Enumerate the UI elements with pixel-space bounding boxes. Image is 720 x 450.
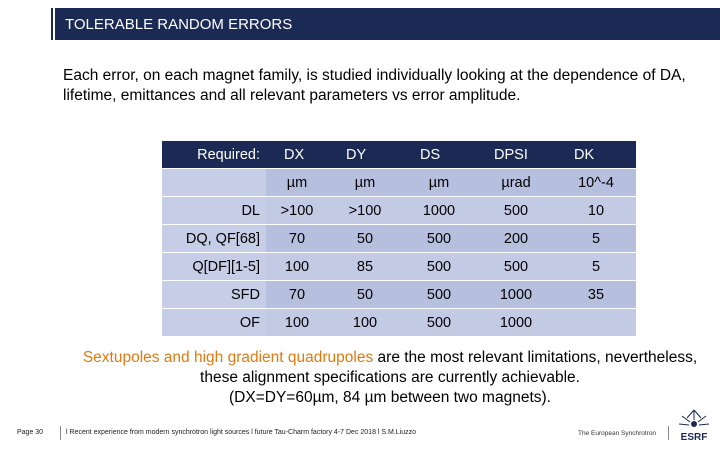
value-cell: 500	[476, 253, 556, 281]
column-header: DS	[402, 141, 476, 169]
slide-title	[55, 8, 720, 40]
value-cell: 500	[402, 309, 476, 337]
value-cell: 35	[556, 281, 636, 309]
column-header: DPSI	[476, 141, 556, 169]
table-row	[162, 309, 636, 337]
column-header: DK	[556, 141, 636, 169]
table-row	[162, 225, 636, 253]
unit-cell: µm	[328, 169, 402, 197]
row-label: SFD	[162, 281, 266, 309]
value-cell: 100	[266, 253, 328, 281]
row-label: DL	[162, 197, 266, 225]
value-cell: 1000	[402, 197, 476, 225]
row-label: DQ, QF[68]	[162, 225, 266, 253]
value-cell: 500	[402, 253, 476, 281]
value-cell: 50	[328, 281, 402, 309]
requirements-table	[162, 141, 636, 337]
value-cell: 100	[266, 309, 328, 337]
footer-divider	[668, 426, 669, 440]
table-row	[162, 197, 636, 225]
unit-cell: 10^-4	[556, 169, 636, 197]
row-label: OF	[162, 309, 266, 337]
table-header-row	[162, 141, 636, 169]
esrf-logo-icon	[674, 406, 714, 446]
value-cell: 70	[266, 225, 328, 253]
conclusion-highlight: Sextupoles and high gradient quadrupoles	[82, 349, 374, 366]
value-cell: 70	[266, 281, 328, 309]
intro-paragraph: Each error, on each magnet family, is studied individually looking at the dependence of DA, lifetime, emittances and all relevant parameters vs error amplitude.	[63, 67, 686, 104]
unit-cell: µrad	[476, 169, 556, 197]
table-row	[162, 281, 636, 309]
value-cell: 500	[402, 281, 476, 309]
logo-text: ESRF	[680, 432, 708, 443]
row-label-empty	[162, 169, 266, 197]
footer-divider	[60, 426, 61, 440]
value-cell: 50	[328, 225, 402, 253]
column-header: DX	[266, 141, 328, 169]
value-cell: 100	[328, 309, 402, 337]
value-cell: 1000	[476, 309, 556, 337]
footer-text: l Recent experience from modern synchrotron light sources l future Tau-Charm factory 4-7 Dec 2018 l S.M.Liuzzo	[66, 429, 417, 436]
unit-cell: µm	[402, 169, 476, 197]
column-header: DY	[328, 141, 402, 169]
conclusion-note: (DX=DY=60µm, 84 µm between two magnets).	[229, 389, 551, 406]
conclusion-text: are the most relevant limitations, nevertheless, these alignment specifications are currently achievable.	[200, 349, 698, 386]
row-label: Q[DF][1-5]	[162, 253, 266, 281]
title-edge-decoration	[51, 8, 53, 40]
table-row	[162, 253, 636, 281]
page-number: Page 30	[17, 429, 44, 436]
value-cell: 5	[556, 225, 636, 253]
unit-cell: µm	[266, 169, 328, 197]
table-header-label: Required:	[162, 141, 266, 169]
table-row-units	[162, 169, 636, 197]
value-cell: 200	[476, 225, 556, 253]
value-cell: >100	[328, 197, 402, 225]
footer	[0, 424, 720, 444]
value-cell: 10	[556, 197, 636, 225]
value-cell: 85	[328, 253, 402, 281]
slide-title-text: TOLERABLE RANDOM ERRORS	[65, 15, 293, 33]
value-cell: 500	[402, 225, 476, 253]
value-cell: 5	[556, 253, 636, 281]
value-cell: >100	[266, 197, 328, 225]
value-cell: 1000	[476, 281, 556, 309]
conclusion-paragraph	[70, 348, 710, 408]
value-cell: 500	[476, 197, 556, 225]
footer-organization: The European Synchrotron	[578, 430, 657, 437]
value-cell	[556, 309, 636, 337]
